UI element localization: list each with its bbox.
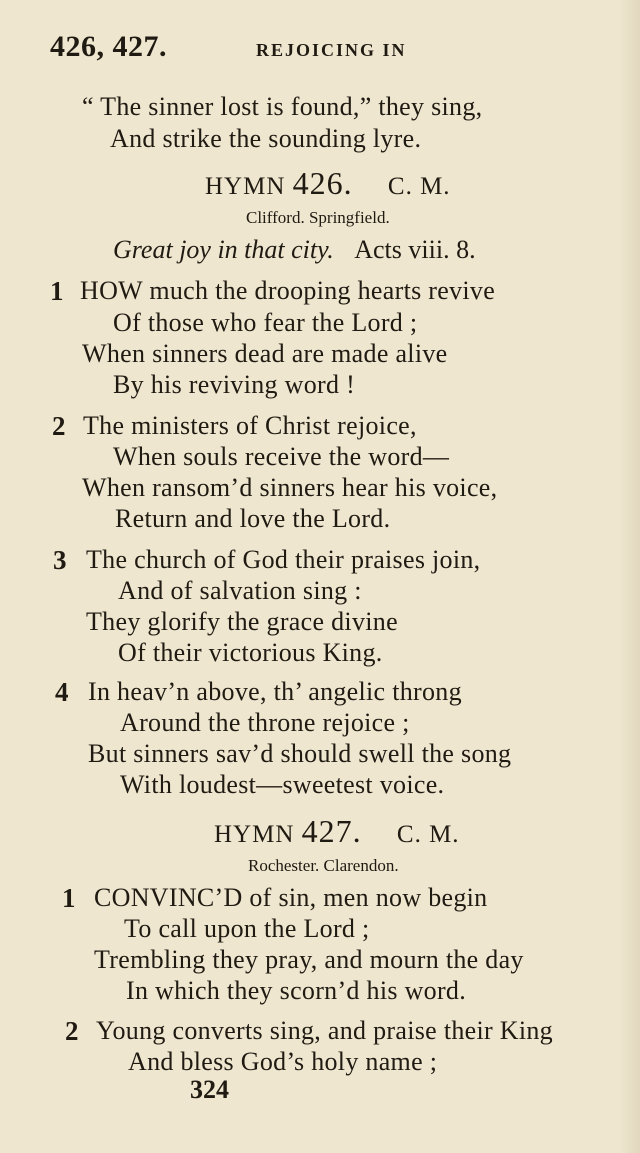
hymn-number: 427. <box>301 813 362 849</box>
verse-number: 1 <box>62 883 76 913</box>
verse-line: Of those who fear the Lord ; <box>113 308 418 337</box>
header-section-title: REJOICING IN <box>256 40 407 60</box>
verse-line: By his reviving word ! <box>113 370 356 399</box>
hymn-426-subject <box>113 235 476 265</box>
verse-line: HOW much the drooping hearts revive <box>80 276 496 305</box>
verse-line: The church of God their praises join, <box>86 545 481 574</box>
verse-line: When souls receive the word— <box>113 442 450 471</box>
verse-line: And of salvation sing : <box>118 576 362 605</box>
hymn-label: HYMN <box>205 173 286 200</box>
verse-number: 2 <box>52 411 66 441</box>
verse-line: Trembling they pray, and mourn the day <box>94 945 524 974</box>
hymn-number: 426. <box>292 165 353 201</box>
verse-line: In which they scorn’d his word. <box>126 976 467 1005</box>
page-edge-shadow <box>618 0 640 1153</box>
verse-line: Around the throne rejoice ; <box>120 708 410 737</box>
carryover-line: “ The sinner lost is found,” they sing, <box>82 92 483 121</box>
verse-line: When ransom’d sinners hear his voice, <box>82 473 498 502</box>
verse-number: 2 <box>65 1016 79 1046</box>
verse-line: And bless God’s holy name ; <box>128 1047 438 1076</box>
verse-number: 3 <box>53 545 67 575</box>
verse-number: 4 <box>55 677 69 707</box>
hymn-427-tunes: Rochester. Clarendon. <box>248 856 399 875</box>
verse-line: CONVINC’D of sin, men now begin <box>94 883 488 912</box>
header-hymn-numbers: 426, 427. <box>50 30 167 63</box>
verse-number: 1 <box>50 276 64 306</box>
verse-line: But sinners sav’d should swell the song <box>88 739 512 768</box>
hymn-meter: C. M. <box>387 173 451 200</box>
scripture-reference: Acts viii. 8. <box>354 235 476 264</box>
verse-line: Return and love the Lord. <box>115 504 391 533</box>
page-number: 324 <box>190 1075 229 1104</box>
verse-line: With loudest—sweetest voice. <box>120 770 445 799</box>
hymn-meter: C. M. <box>396 821 460 848</box>
hymn-426-tunes: Clifford. Springfield. <box>246 208 390 227</box>
verse-line: In heav’n above, th’ angelic throng <box>88 677 462 706</box>
verse-line: Young converts sing, and praise their King <box>96 1016 553 1045</box>
subject-text: Great joy in that city. <box>113 235 334 264</box>
carryover-line: And strike the sounding lyre. <box>110 124 422 153</box>
verse-line: They glorify the grace divine <box>86 607 398 636</box>
hymn-426-heading <box>205 165 451 202</box>
verse-line: When sinners dead are made alive <box>82 339 448 368</box>
hymn-label: HYMN <box>214 821 295 848</box>
verse-line: The ministers of Christ rejoice, <box>83 411 417 440</box>
verse-line: Of their victorious King. <box>118 638 383 667</box>
verse-line: To call upon the Lord ; <box>124 914 370 943</box>
hymn-427-heading <box>214 813 460 850</box>
